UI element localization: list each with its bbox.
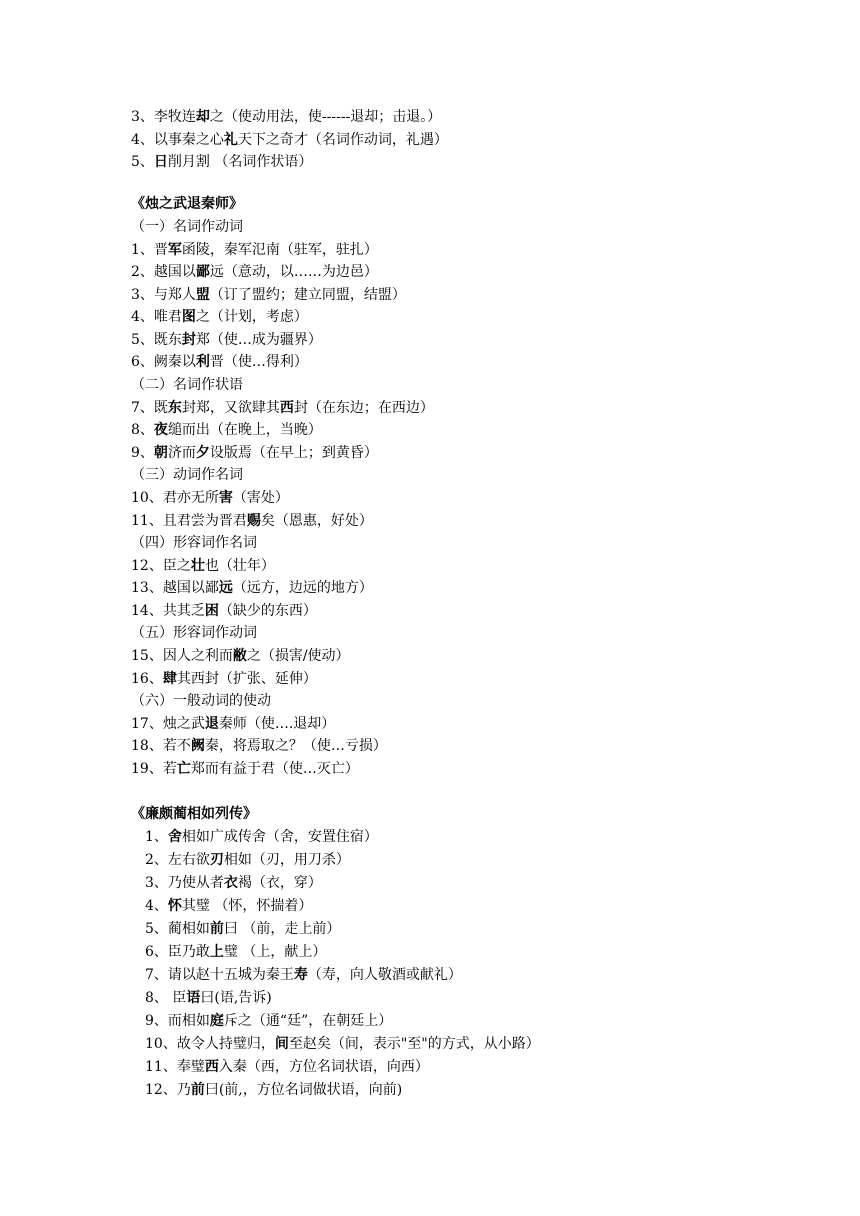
lianpo-line-8 bbox=[145, 989, 272, 1007]
zhuzhiwu-line-5 bbox=[131, 308, 308, 326]
text-segment: 13、越国以鄙 bbox=[131, 580, 219, 597]
text-segment: 8、 臣 bbox=[145, 990, 187, 1006]
text-segment: 2、左右欲 bbox=[145, 852, 210, 868]
lianpo-line-7 bbox=[145, 966, 462, 984]
text-segment: 9、 bbox=[131, 444, 154, 461]
zhuzhiwu-line-6 bbox=[131, 331, 322, 349]
text-segment: 也（壮年） bbox=[204, 557, 275, 574]
intro-line-2 bbox=[131, 131, 448, 149]
zhuzhiwu-line-17 bbox=[131, 579, 373, 597]
highlighted-word: 日 bbox=[153, 154, 168, 170]
lianpo-line-9 bbox=[145, 1012, 392, 1030]
text-segment: 缒而出（在晚上，当晚） bbox=[167, 422, 322, 439]
text-segment: 7、既 bbox=[131, 399, 168, 416]
text-segment: 8、 bbox=[131, 422, 154, 439]
text-segment: 19、若 bbox=[131, 760, 177, 777]
text-segment: 9、而相如 bbox=[145, 1013, 210, 1029]
highlighted-word: 封 bbox=[181, 331, 196, 348]
text-segment: （二）名词作状语 bbox=[131, 377, 243, 394]
zhuzhiwu-line-15 bbox=[131, 534, 257, 552]
zhuzhiwu-line-18 bbox=[131, 602, 317, 620]
highlighted-word: 礼 bbox=[223, 131, 238, 148]
text-segment: 曰 （前，走上前） bbox=[223, 921, 341, 937]
text-segment: 郑（使…成为疆界） bbox=[195, 331, 322, 348]
text-segment: 封郑，又欲肆其 bbox=[181, 399, 280, 416]
section-title-zhuzhiwu: 《烛之武退秦师》 bbox=[131, 196, 243, 212]
text-segment: （订了盟约；建立同盟，结盟） bbox=[209, 286, 406, 303]
text-segment: 曰(语,告诉) bbox=[200, 990, 272, 1006]
text-segment: 1、 bbox=[145, 829, 168, 845]
lianpo-line-4 bbox=[145, 897, 312, 915]
zhuzhiwu-line-25 bbox=[131, 760, 359, 778]
text-segment: 削月割 （名词作状语） bbox=[167, 154, 313, 170]
highlighted-word: 庭 bbox=[209, 1013, 224, 1029]
highlighted-word: 远 bbox=[218, 580, 233, 597]
text-segment: 4、以事秦之心 bbox=[131, 131, 224, 148]
text-segment: （一）名词作动词 bbox=[131, 219, 243, 235]
section-title-lianpo: 《廉颇蔺相如列传》 bbox=[131, 806, 257, 822]
zhuzhiwu-line-21 bbox=[131, 670, 317, 688]
zhuzhiwu-line-20 bbox=[131, 647, 350, 665]
intro-line-3 bbox=[131, 153, 312, 171]
text-segment: 4、唯君 bbox=[131, 309, 182, 326]
zhuzhiwu-line-1 bbox=[131, 218, 243, 236]
text-segment: 之（使动用法，使------退却；击退。） bbox=[209, 109, 442, 125]
zhuzhiwu-line-16 bbox=[131, 557, 275, 575]
highlighted-word: 上 bbox=[209, 944, 224, 960]
lianpo-line-11 bbox=[145, 1058, 429, 1076]
zhuzhiwu-line-13 bbox=[131, 489, 289, 507]
text-segment: 济而 bbox=[167, 444, 196, 461]
text-segment: 11、奉璧 bbox=[145, 1059, 205, 1075]
zhuzhiwu-line-9 bbox=[131, 399, 434, 417]
highlighted-word: 壮 bbox=[190, 557, 205, 574]
highlighted-word: 衣 bbox=[223, 875, 238, 891]
zhuzhiwu-line-23 bbox=[131, 715, 335, 733]
text-segment: 之（损害/使动） bbox=[246, 648, 350, 665]
text-segment: 曰(前,，方位名词做状语，向前) bbox=[204, 1082, 403, 1098]
highlighted-word: 退 bbox=[204, 715, 219, 732]
text-segment: 矣（恩惠，好处） bbox=[260, 512, 373, 529]
highlighted-word: 害 bbox=[218, 489, 233, 506]
highlighted-word: 刃 bbox=[209, 852, 224, 868]
highlighted-word: 军 bbox=[167, 241, 182, 258]
text-segment: 其西封（扩张、延伸） bbox=[176, 670, 317, 687]
text-segment: 2、越国以 bbox=[131, 264, 196, 281]
text-segment: 其璧 （怀，怀揣着） bbox=[181, 898, 313, 914]
highlighted-word: 语 bbox=[186, 990, 201, 1006]
text-segment: 1、晋 bbox=[131, 241, 168, 258]
zhuzhiwu-line-14 bbox=[131, 512, 373, 530]
text-segment: 远（意动，以……为边邑） bbox=[209, 264, 378, 281]
highlighted-word: 寿 bbox=[293, 967, 308, 983]
highlighted-word: 阙 bbox=[190, 738, 205, 755]
highlighted-word: 图 bbox=[181, 309, 196, 326]
highlighted-word: 前 bbox=[190, 1082, 205, 1098]
highlighted-word: 怀 bbox=[167, 898, 182, 914]
text-segment: 15、因人之利而 bbox=[131, 648, 233, 665]
text-segment: （远方，边远的地方） bbox=[232, 580, 373, 597]
text-segment: 相如广成传舍（舍，安置住宿） bbox=[181, 829, 378, 845]
text-segment: 封（在东边；在西边） bbox=[293, 399, 434, 416]
text-segment: 7、请以赵十五城为秦王 bbox=[145, 967, 294, 983]
lianpo-line-1 bbox=[145, 828, 378, 846]
highlighted-word: 赐 bbox=[246, 512, 261, 529]
text-segment: 6、阙秦以 bbox=[131, 354, 196, 371]
text-segment: 斥之（通“廷”，在朝廷上） bbox=[223, 1013, 393, 1029]
highlighted-word: 间 bbox=[274, 1036, 289, 1052]
text-segment: （五）形容词作动词 bbox=[131, 625, 257, 642]
lianpo-line-6 bbox=[145, 943, 326, 961]
highlighted-word: 肆 bbox=[162, 670, 177, 687]
zhuzhiwu-line-2 bbox=[131, 241, 378, 259]
text-segment: 晋（使…得利） bbox=[209, 354, 308, 371]
zhuzhiwu-line-4 bbox=[131, 286, 406, 304]
zhuzhiwu-line-12 bbox=[131, 466, 243, 484]
zhuzhiwu-line-7 bbox=[131, 353, 308, 371]
zhuzhiwu-line-19 bbox=[131, 624, 257, 642]
text-segment: 5、蔺相如 bbox=[145, 921, 210, 937]
text-segment: 5、 bbox=[131, 154, 154, 170]
zhuzhiwu-line-8 bbox=[131, 376, 243, 394]
text-segment: 10、故令人持璧归， bbox=[145, 1036, 275, 1052]
text-segment: （缺少的东西） bbox=[218, 602, 317, 619]
highlighted-word: 夕 bbox=[195, 444, 210, 461]
text-segment: 12、臣之 bbox=[131, 557, 191, 574]
highlighted-word: 西 bbox=[279, 399, 294, 416]
text-segment: 至赵矣（间，表示"至"的方式，从小路） bbox=[288, 1036, 540, 1052]
text-segment: 褐（衣，穿） bbox=[237, 875, 322, 891]
text-segment: （寿，向人敬酒或献礼） bbox=[307, 967, 462, 983]
zhuzhiwu-line-10 bbox=[131, 421, 322, 439]
text-segment: 12、乃 bbox=[145, 1082, 191, 1098]
text-segment: 6、臣乃敢 bbox=[145, 944, 210, 960]
lianpo-line-3 bbox=[145, 874, 322, 892]
highlighted-word: 东 bbox=[167, 399, 182, 416]
text-segment: 天下之奇才（名词作动词，礼遇） bbox=[237, 131, 448, 148]
intro-line-1 bbox=[131, 108, 441, 126]
text-segment: 3、李牧连 bbox=[131, 109, 196, 125]
zhuzhiwu-line-24 bbox=[131, 737, 387, 755]
text-segment: 16、 bbox=[131, 670, 163, 687]
text-segment: 14、共其乏 bbox=[131, 602, 205, 619]
highlighted-word: 西 bbox=[204, 1059, 219, 1075]
highlighted-word: 夜 bbox=[153, 422, 168, 439]
highlighted-word: 舍 bbox=[167, 829, 182, 845]
lianpo-line-10 bbox=[145, 1035, 540, 1053]
text-segment: 之（计划，考虑） bbox=[195, 309, 308, 326]
text-segment: 入秦（西，方位名词状语，向西） bbox=[218, 1059, 429, 1075]
text-segment: 10、君亦无所 bbox=[131, 489, 219, 506]
text-segment: 璧 （上，献上） bbox=[223, 944, 327, 960]
text-segment: 3、乃使从者 bbox=[145, 875, 224, 891]
lianpo-line-2 bbox=[145, 851, 350, 869]
text-segment: （害处） bbox=[232, 489, 289, 506]
text-segment: （四）形容词作名词 bbox=[131, 535, 257, 552]
text-segment: 18、若不 bbox=[131, 738, 191, 755]
highlighted-word: 困 bbox=[204, 602, 219, 619]
highlighted-word: 盟 bbox=[195, 286, 210, 303]
zhuzhiwu-line-22 bbox=[131, 692, 271, 710]
text-segment: 3、与郑人 bbox=[131, 286, 196, 303]
text-segment: 17、烛之武 bbox=[131, 715, 205, 732]
highlighted-word: 敝 bbox=[232, 648, 247, 665]
text-segment: 设版焉（在早上；到黄昏） bbox=[209, 444, 378, 461]
highlighted-word: 利 bbox=[195, 354, 210, 371]
text-segment: 5、既东 bbox=[131, 331, 182, 348]
zhuzhiwu-line-11 bbox=[131, 444, 378, 462]
text-segment: 4、 bbox=[145, 898, 168, 914]
text-segment: 11、且君尝为晋君 bbox=[131, 512, 247, 529]
text-segment: 郑而有益于君（使…灭亡） bbox=[190, 760, 359, 777]
text-segment: 秦师（使….退却） bbox=[218, 715, 336, 732]
text-segment: （三）动词作名词 bbox=[131, 467, 243, 484]
lianpo-line-5 bbox=[145, 920, 340, 938]
highlighted-word: 鄙 bbox=[195, 264, 210, 281]
text-segment: 函陵，秦军氾南（驻军，驻扎） bbox=[181, 241, 378, 258]
lianpo-line-12 bbox=[145, 1081, 402, 1099]
text-segment: 相如（刃，用刀杀） bbox=[223, 852, 350, 868]
highlighted-word: 亡 bbox=[176, 760, 191, 777]
text-segment: 秦，将焉取之？（使…亏损） bbox=[204, 738, 387, 755]
highlighted-word: 前 bbox=[209, 921, 224, 937]
highlighted-word: 却 bbox=[195, 109, 210, 125]
text-segment: （六）一般动词的使动 bbox=[131, 693, 271, 710]
highlighted-word: 朝 bbox=[153, 444, 168, 461]
zhuzhiwu-line-3 bbox=[131, 263, 378, 281]
